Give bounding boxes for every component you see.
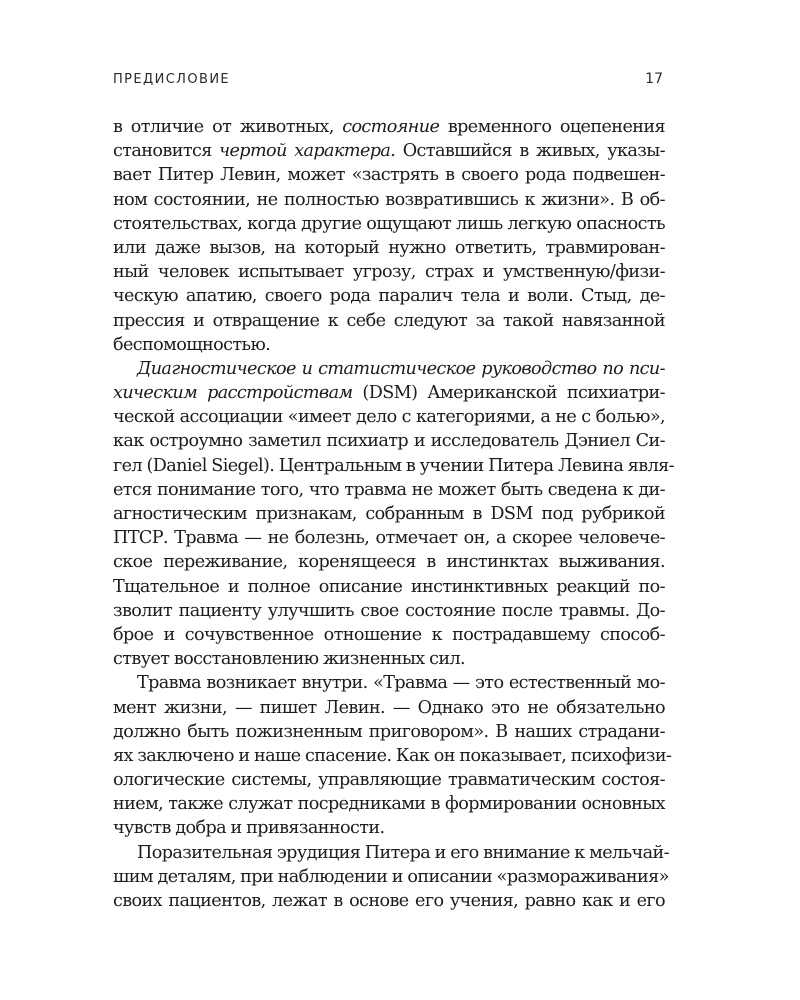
italic-text-segment: хическим расстройствам [113,383,353,404]
text-line [113,236,665,260]
text-line [113,841,669,865]
text-segment: (DSM) Американской психиатри- [352,383,665,404]
text-line [113,357,665,381]
text-line [113,212,665,236]
text-segment: гел (Daniel Siegel). Центральным в учении Питера Левина явля- [113,455,674,476]
text-segment: стоятельствах, когда другие ощущают лишь легкую опасность [113,213,665,234]
text-segment: становится [113,141,220,162]
italic-text-segment: Диагностическое и статистическое руководство по пси- [137,358,665,379]
text-line [113,502,665,526]
text-line [113,599,665,623]
text-line [113,865,669,889]
text-segment: ческой ассоциации «имеет дело с категориями, а не с болью», [113,407,665,428]
text-line [113,720,665,744]
italic-text-segment: состояние [342,117,440,137]
text-line [113,792,665,816]
text-segment: ях заключено и наше спасение. Как он показывает, психофизи- [113,745,672,766]
text-line [113,696,665,720]
text-segment: Травма возникает внутри. «Травма — это естественный мо- [137,673,665,694]
text-segment: прессия и отвращение к себе следуют за такой навязанной [113,310,665,331]
text-line [113,429,665,453]
text-segment: как остроумно заметил психиатр и исследователь Дэниел Си- [113,431,665,452]
text-line [113,526,665,550]
text-line [113,139,665,163]
text-line [113,284,665,308]
text-segment: нием, также служат посредниками в формировании основных [113,794,665,815]
running-head-title: ПРЕДИСЛОВИЕ [113,72,231,87]
text-line [113,188,665,212]
text-line [113,163,665,187]
text-segment: ется понимание того, что травма не может быть сведена к ди- [113,479,665,500]
text-line [113,768,665,792]
text-line [113,478,665,502]
text-line [113,381,665,405]
text-line [113,309,665,333]
text-line [113,816,665,840]
text-segment: в отличие от животных, [113,117,343,137]
text-segment: временного оцепенения [439,117,666,137]
text-segment: чувств добра и привязанности. [113,818,385,839]
text-segment: Тщательное и полное описание инстинктивных реакций по- [113,576,665,597]
italic-text-segment: чертой характера. [219,141,396,162]
text-segment: ологические системы, управляющие травматическим состоя- [113,770,665,791]
text-segment: агностическим признакам, собранным в DSM под рубрикой [113,504,665,524]
text-line [113,744,672,768]
text-segment: ческую апатию, своего рода паралич тела и воли. Стыд, де- [113,286,665,307]
text-line [113,115,665,139]
text-line [113,623,665,647]
text-segment: своих пациентов, лежат в основе его учения, равно как и его [113,891,665,911]
text-segment: ном состоянии, не полностью возвратившись к жизни». В об- [113,189,665,210]
text-segment: брое и сочувственное отношение к пострадавшему способ- [113,624,665,645]
text-line [113,260,665,284]
text-segment: вает Питер Левин, может «застрять в своего рода подвешен- [113,165,665,186]
text-line [113,575,665,599]
text-segment: ный человек испытывает угрозу, страх и умственную/физи- [113,262,665,283]
text-line [113,889,665,913]
text-segment: шим деталям, при наблюдении и описании «размораживания» [113,866,669,887]
text-segment: Оставшийся в живых, указы- [395,141,665,162]
text-line [113,333,665,357]
text-line [113,671,665,695]
text-segment: ствует восстановлению жизненных сил. [113,649,466,670]
text-line [113,647,665,671]
text-segment: мент жизни, — пишет Левин. — Однако это не обязательно [113,697,665,718]
text-line [113,454,674,478]
text-line [113,550,665,574]
text-segment: должно быть пожизненным приговором». В наших страдани- [113,721,665,742]
body-text [113,115,674,913]
text-segment: ское переживание, коренящееся в инстинктах выживания. [113,552,665,573]
text-segment: зволит пациенту улучшить свое состояние после травмы. До- [113,600,665,621]
text-segment: или даже вызов, на который нужно ответить, травмирован- [113,237,665,258]
text-segment: беспомощностью. [113,334,271,355]
text-segment: Поразительная эрудиция Питера и его внимание к мельчай- [137,842,669,863]
text-segment: ПТСР. Травма — не болезнь, отмечает он, а скорее человече- [113,528,665,549]
text-line [113,405,665,429]
page-number: 17 [645,71,663,87]
